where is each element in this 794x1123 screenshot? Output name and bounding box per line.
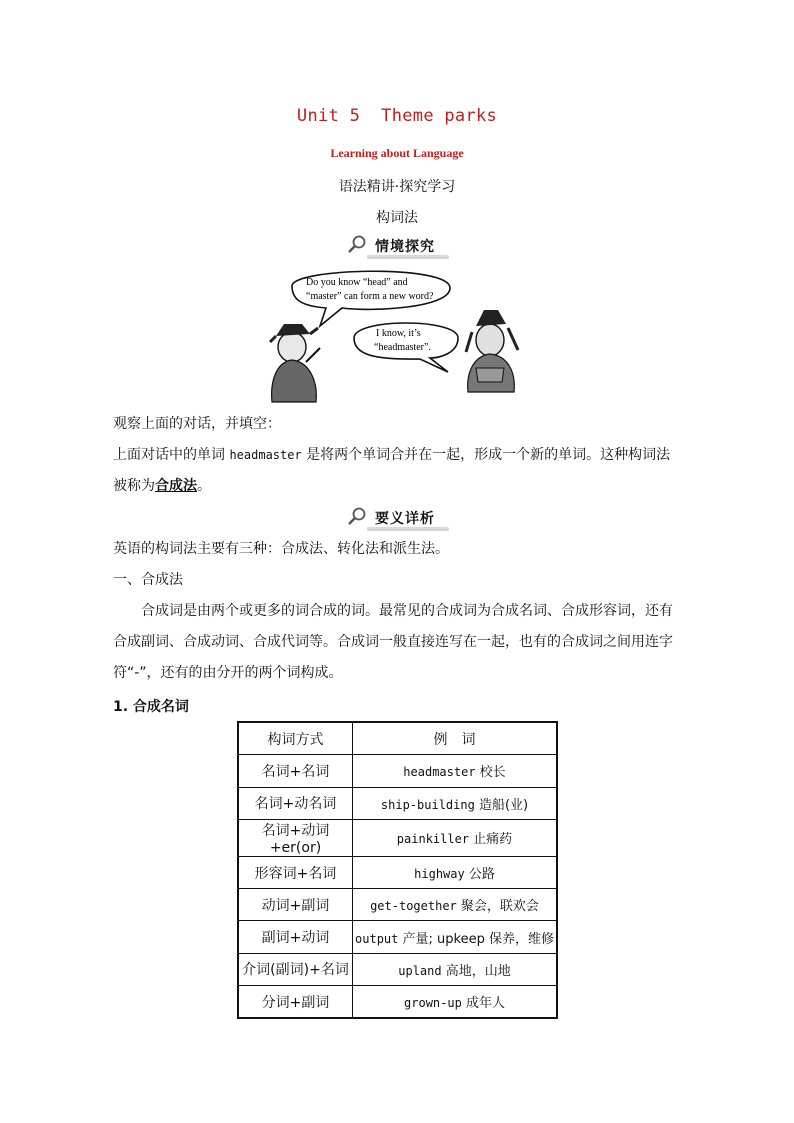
table-row [238, 921, 557, 953]
speech-bubble-left [292, 271, 450, 326]
table-header-method: 构词方式 [238, 722, 353, 755]
example-english: grown-up [404, 996, 462, 1011]
compound-noun-table [237, 721, 558, 1019]
bubble1-line2: “master” can form a new word? [306, 291, 434, 302]
example-chinese: 高地，山地 [441, 963, 511, 979]
table-cell-example [353, 819, 558, 856]
section1-heading: 一、合成法 [113, 572, 183, 588]
topic-label: 构词法 [376, 210, 418, 226]
table-row [238, 787, 557, 819]
table-row [238, 953, 557, 985]
table-row [238, 819, 557, 856]
example-english: highway [414, 867, 465, 882]
table-cell-method: 名词+动词+er(or) [238, 819, 353, 856]
bubble2-line2: “headmaster”. [374, 342, 431, 353]
example-english: output [355, 931, 399, 946]
explain-word: headmaster [229, 448, 302, 462]
table-cell-method: 形容词+名词 [238, 856, 353, 888]
section1-paragraph: 合成词是由两个或更多的词合成的词。最常见的合成词为合成名词、合成形容词，还有合成副词、合成动词、合成代词等。合成词一般直接连写在一起，也有的合成词之间用连字符“-”，还有的由分开的两个词构成。 [113, 603, 673, 681]
table-cell-example [353, 755, 558, 787]
bubble1-line1: Do you know “head” and [306, 277, 408, 288]
table-row [238, 889, 557, 921]
badge-situation-label: 情境探究 [375, 238, 435, 254]
table-cell-example [353, 921, 558, 953]
example-chinese: 聚会，联欢会 [456, 899, 539, 915]
magnifier-icon [347, 506, 369, 526]
table-cell-method: 介词(副词)+名词 [238, 953, 353, 985]
table-cell-example [353, 986, 558, 1019]
example-chinese: 止痛药 [469, 832, 513, 848]
explain-middle: 是将两个单词合并在一起，形成一个新的单词。这种构词法被称为 [113, 447, 671, 494]
table-cell-example [353, 953, 558, 985]
explain-suffix: 。 [197, 478, 211, 494]
example-english: headmaster [403, 765, 476, 780]
speech-bubble-right [354, 323, 458, 372]
example-chinese: 校长 [475, 765, 506, 781]
figure-left [270, 324, 320, 402]
example-chinese: 成年人 [461, 996, 505, 1012]
magnifier-icon [347, 234, 369, 254]
example-chinese: 公路 [464, 867, 495, 883]
table-cell-example [353, 889, 558, 921]
compound-noun-heading: 1. 合成名词 [113, 699, 189, 715]
table-row [238, 856, 557, 888]
table-cell-method: 名词+名词 [238, 755, 353, 787]
badge-situation [0, 236, 794, 256]
example-english: get-together [370, 899, 457, 914]
figure-right [466, 310, 518, 392]
example-english: ship-building [380, 797, 475, 812]
example-english: upland [398, 963, 442, 978]
dialogue-illustration [262, 262, 542, 407]
table-row [238, 755, 557, 787]
explain-answer: 合成法 [155, 478, 197, 494]
example-english: painkiller [396, 832, 470, 847]
example-chinese: 造船(业) [474, 797, 529, 813]
table-cell-method: 动词+副词 [238, 889, 353, 921]
table-cell-method: 分词+副词 [238, 986, 353, 1019]
table-cell-example [353, 856, 558, 888]
observe-text: 观察上面的对话，并填空： [113, 416, 281, 432]
badge-analysis-label: 要义详析 [375, 510, 435, 526]
page-subtitle: Learning about Language [330, 146, 464, 160]
table-header-row [238, 722, 557, 755]
explain-prefix: 上面对话中的单词 [113, 447, 230, 463]
bubble2-line1: I know, it’s [376, 328, 421, 339]
intro-text: 英语的构词法主要有三种：合成法、转化法和派生法。 [113, 541, 449, 557]
table-cell-example [353, 787, 558, 819]
page-title: Unit 5 Theme parks [296, 106, 498, 126]
table-cell-method: 名词+动名词 [238, 787, 353, 819]
section-label: 语法精讲·探究学习 [338, 179, 456, 195]
table-row [238, 986, 557, 1019]
table-cell-method: 副词+动词 [238, 921, 353, 953]
table-header-example: 例 词 [353, 722, 558, 755]
explain-paragraph [113, 440, 683, 502]
badge-analysis [0, 508, 794, 528]
example-chinese: 产量; upkeep 保养，维修 [398, 931, 554, 947]
